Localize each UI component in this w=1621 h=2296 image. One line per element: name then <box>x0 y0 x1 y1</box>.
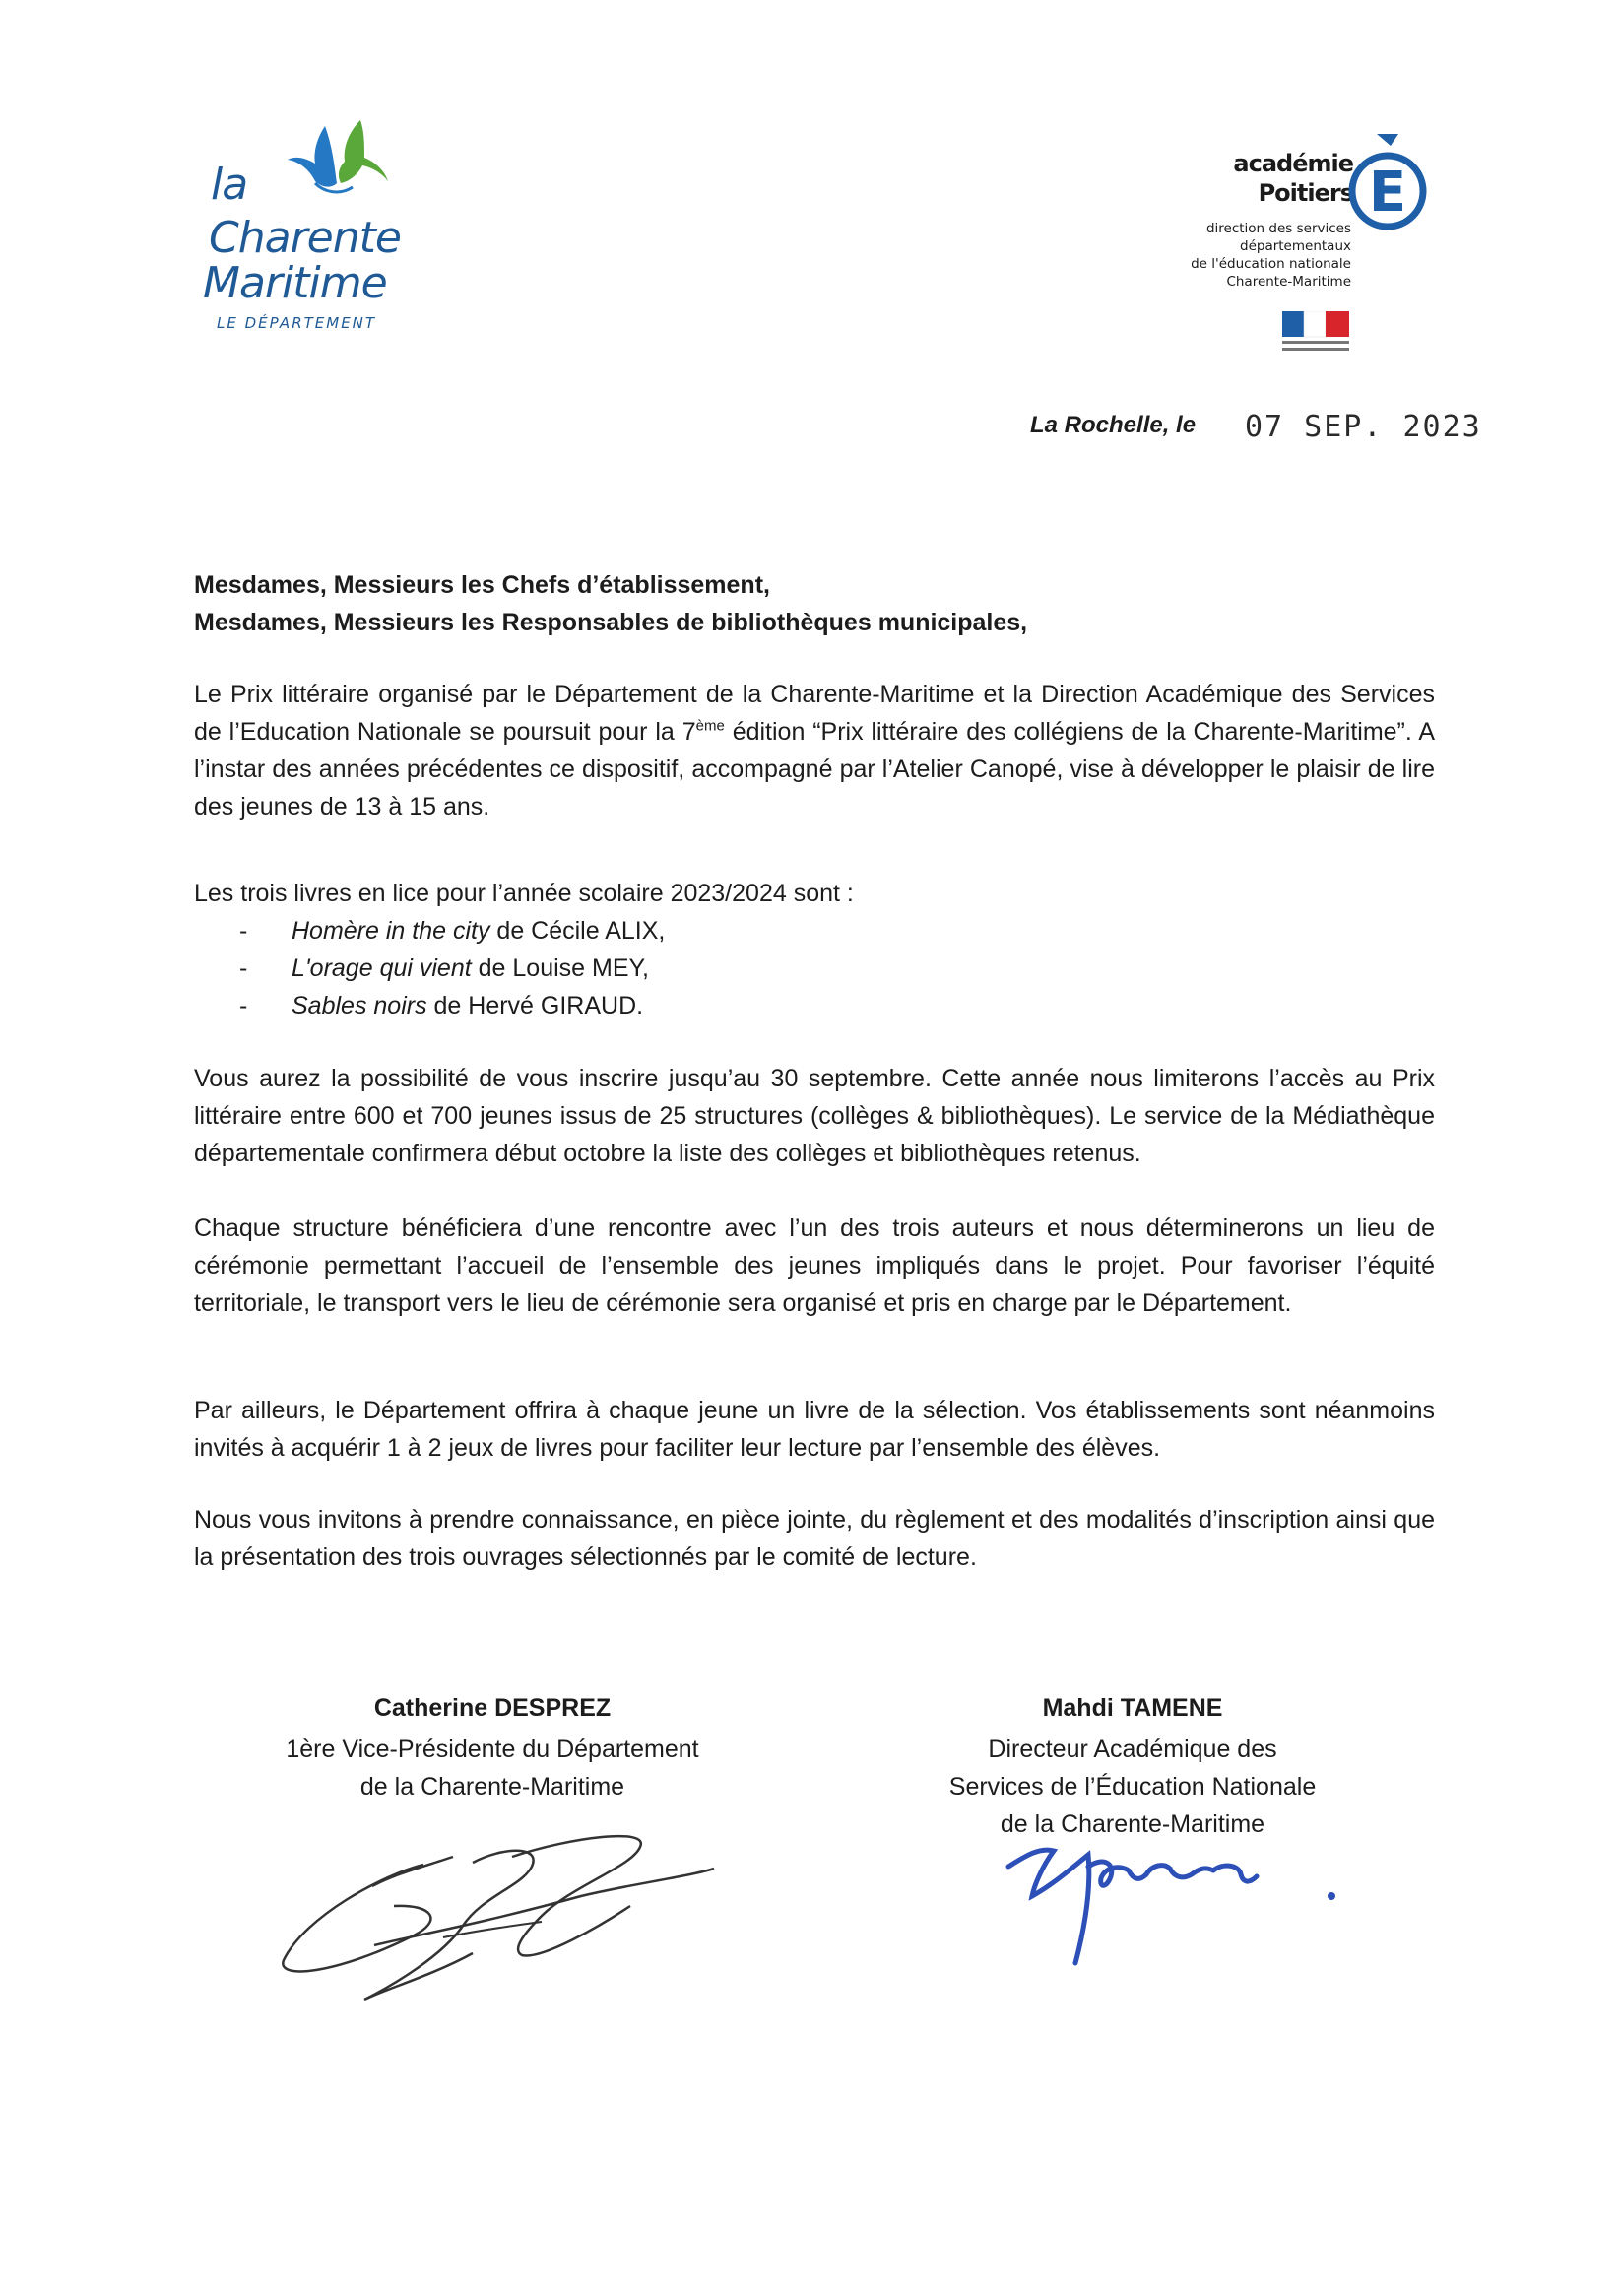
logo-poitiers: Poitiers <box>1258 179 1353 207</box>
book-title: Sables noirs <box>292 992 427 1019</box>
academie-e-icon <box>1347 132 1428 234</box>
paragraph-1-part-b: édition “Prix littéraire des collégiens de la Charente-Maritime”. A l’instar des années précédentes ce dispositif, accompagné par l’Atelier Canopé, vise à développer le plaisir de lire des jeunes de 13 à 15 ans. <box>194 718 1435 820</box>
book-author: de Louise MEY, <box>471 954 649 982</box>
logo-line-2: départementaux <box>1240 238 1351 254</box>
signatory-right-role-2: Services de l’Éducation Nationale <box>948 1773 1317 1801</box>
paragraph-3: Vous aurez la possibilité de vous inscrire jusqu’au 30 septembre. Cette année nous limiterons l’accès au Prix littéraire entre 600 et 700 jeunes issus de 25 structures (collèges & bibliothèques). Le service de la Médiathèque départementale confirmera début octobre la liste des collèges et bibliothèques retenus. <box>194 1065 1435 1167</box>
academie-poitiers-logo <box>1191 118 1428 364</box>
logo-academie: académie <box>1233 150 1353 177</box>
handwritten-signature-left <box>276 1827 719 2009</box>
logo-word-la: la <box>211 160 248 210</box>
logo-word-charente: Charente <box>209 213 401 263</box>
logo-line-3: de l'éducation nationale <box>1191 256 1351 272</box>
paragraph-1 <box>194 676 1435 825</box>
signatory-left-role-2: de la Charente-Maritime <box>359 1773 625 1801</box>
list-dash: - <box>239 917 248 945</box>
logo-departement: LE DÉPARTEMENT <box>217 314 377 332</box>
signatory-right-role-1: Directeur Académique des <box>988 1736 1277 1763</box>
signatory-right-name: Mahdi TAMENE <box>1042 1694 1223 1722</box>
charente-maritime-logo <box>197 118 453 345</box>
signatory-right-role-3: de la Charente-Maritime <box>1000 1810 1265 1838</box>
paragraph-6: Nous vous invitons à prendre connaissance, en pièce jointe, du règlement et des modalités d’inscription ainsi que la présentation des trois ouvrages sélectionnés par le comité de lecture. <box>194 1506 1435 1571</box>
paragraph-1-part-a: Le Prix littéraire organisé par le Département de la Charente-Maritime et la Direction Académique des Services de l’Education Nationale se poursuit pour la 7 <box>194 681 1435 746</box>
salutation-line-1: Mesdames, Messieurs les Chefs d’établissement, <box>194 571 770 599</box>
salutation-line-2: Mesdames, Messieurs les Responsables de bibliothèques municipales, <box>194 609 1028 636</box>
birds-logo-icon <box>266 118 394 207</box>
svg-text:E: E <box>1368 161 1407 225</box>
list-dash: - <box>239 992 248 1019</box>
logo-line-4: Charente-Maritime <box>1226 274 1351 290</box>
logo-line-1: direction des services <box>1205 221 1351 236</box>
book-title: L'orage qui vient <box>292 954 472 982</box>
list-dash: - <box>239 954 248 982</box>
book-item <box>239 912 665 950</box>
date-place: La Rochelle, le <box>1030 412 1197 438</box>
republique-francaise-flag-icon <box>1282 311 1349 355</box>
book-item <box>239 987 643 1024</box>
paragraph-5: Par ailleurs, le Département offrira à chaque jeune un livre de la sélection. Vos établissements sont néanmoins invités à acquérir 1 à 2 jeux de livres pour faciliter leur lecture par l’ensemble des élèves. <box>194 1397 1435 1462</box>
paragraph-4: Chaque structure bénéficiera d’une rencontre avec l’un des trois auteurs et nous déterminerons un lieu de cérémonie permettant l’accueil de l’ensemble des jeunes impliqués dans le projet. Pour favoriser l’équité territoriale, le transport vers le lieu de cérémonie sera organisé et pris en charge par le Département. <box>194 1214 1435 1317</box>
signatory-left-role-1: 1ère Vice-Présidente du Département <box>286 1736 699 1763</box>
signatory-left-name: Catherine DESPREZ <box>373 1694 612 1722</box>
book-item <box>239 950 649 987</box>
book-title: Homère in the city <box>292 917 490 945</box>
date-stamp: 07 SEP. 2023 <box>1245 410 1482 444</box>
book-author: de Hervé GIRAUD. <box>426 992 644 1019</box>
paragraph-1-superscript: ème <box>695 717 725 735</box>
books-intro: Les trois livres en lice pour l’année scolaire 2023/2024 sont : <box>194 880 854 907</box>
handwritten-signature-right <box>995 1827 1339 1970</box>
book-author: de Cécile ALIX, <box>489 917 666 945</box>
logo-word-maritime: Maritime <box>203 258 387 308</box>
